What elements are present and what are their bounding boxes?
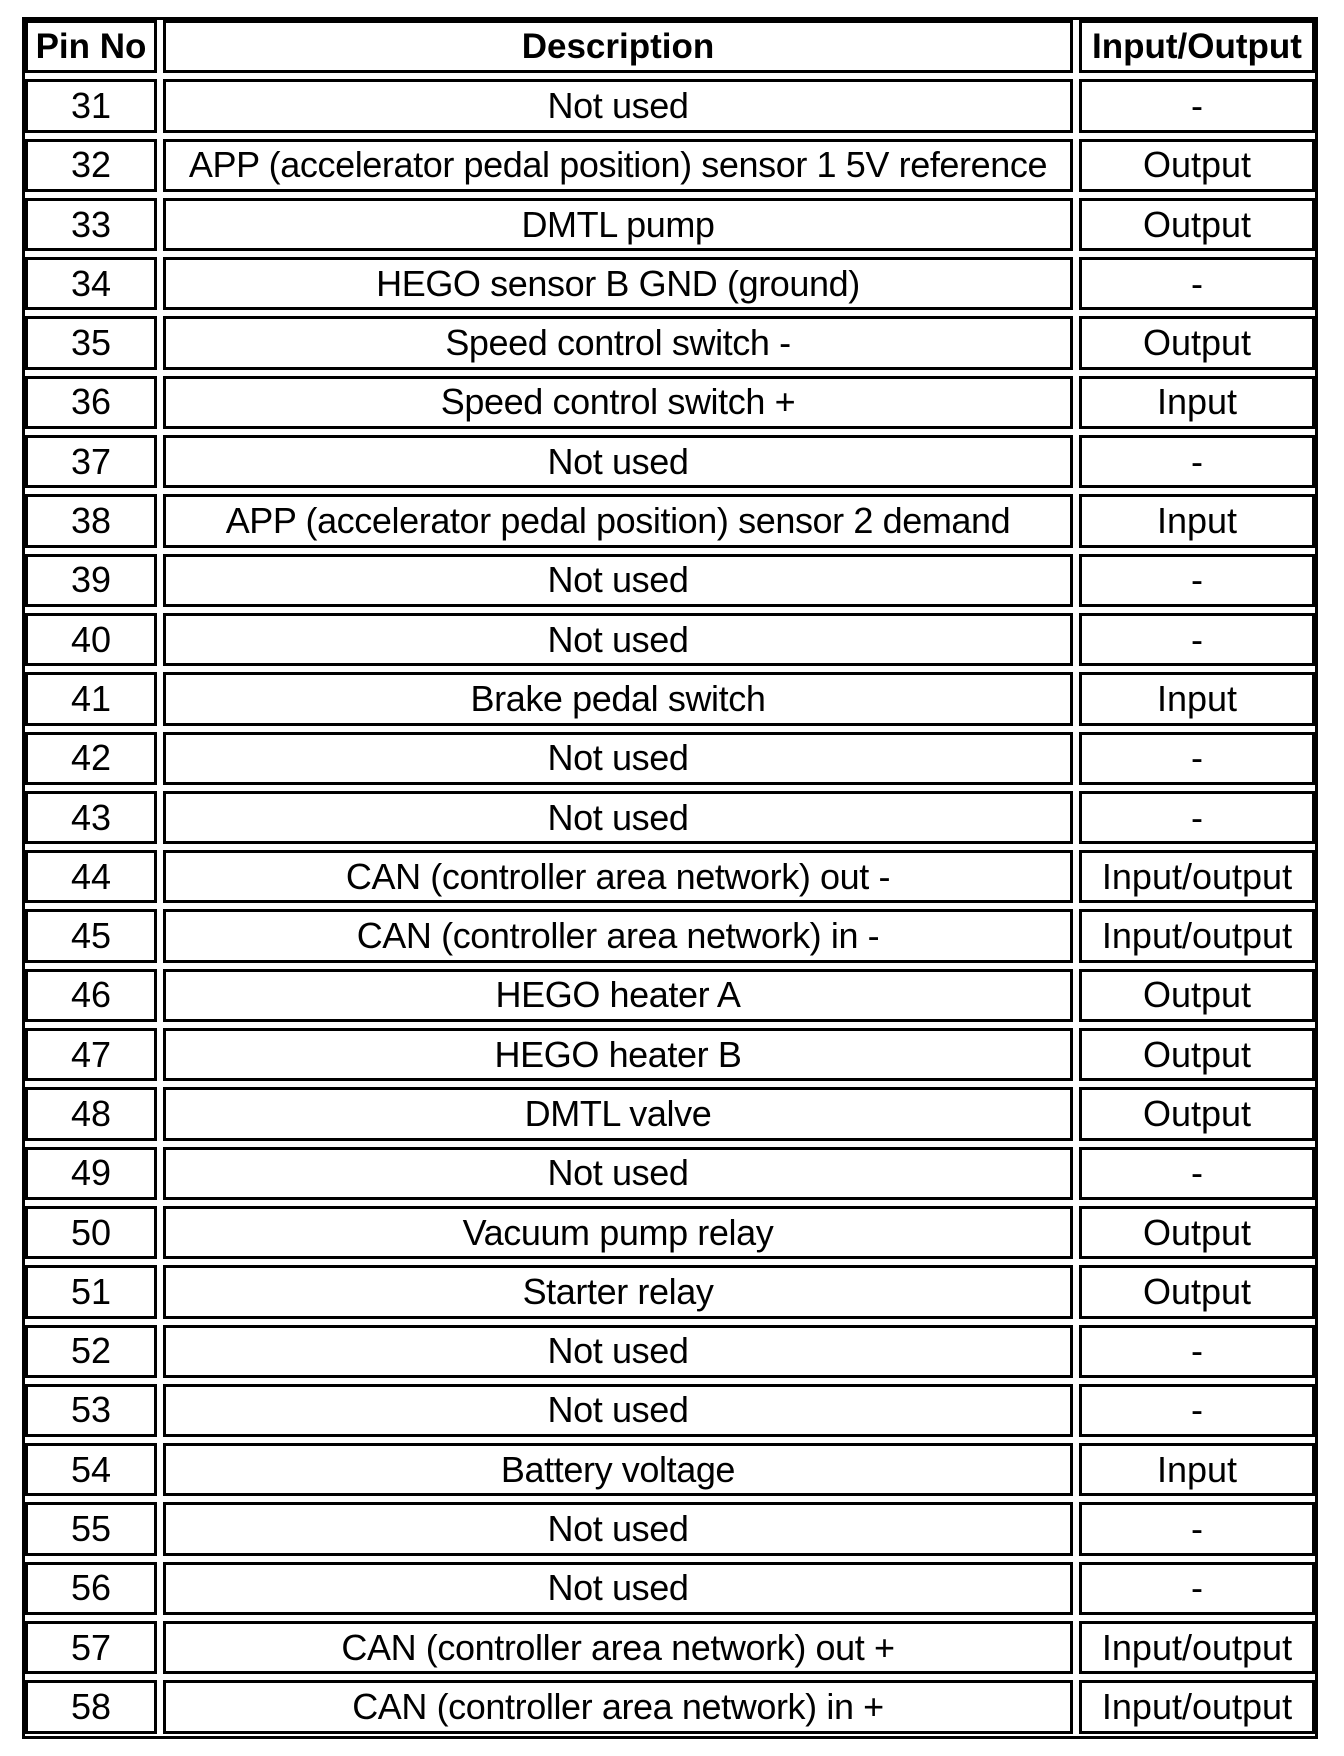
pin-no-cell: 35	[25, 316, 157, 369]
input-output-cell: Input/output	[1079, 1680, 1315, 1733]
pin-no-cell: 38	[25, 494, 157, 547]
description-cell: Not used	[163, 1502, 1073, 1555]
input-output-cell: Output	[1079, 1206, 1315, 1259]
input-output-cell: -	[1079, 1502, 1315, 1555]
input-output-cell: -	[1079, 732, 1315, 785]
description-cell: CAN (controller area network) out +	[163, 1621, 1073, 1674]
pin-no-cell: 34	[25, 257, 157, 310]
pin-no-cell: 46	[25, 969, 157, 1022]
pin-no-cell: 42	[25, 732, 157, 785]
description-cell: CAN (controller area network) in -	[163, 909, 1073, 962]
input-output-cell: Input/output	[1079, 850, 1315, 903]
input-output-cell: Input	[1079, 376, 1315, 429]
header-description: Description	[163, 20, 1073, 73]
pin-no-cell: 52	[25, 1325, 157, 1378]
input-output-cell: Output	[1079, 139, 1315, 192]
pin-no-cell: 33	[25, 198, 157, 251]
input-output-cell: Output	[1079, 1028, 1315, 1081]
description-cell: Vacuum pump relay	[163, 1206, 1073, 1259]
input-output-cell: Output	[1079, 1265, 1315, 1318]
pin-no-cell: 44	[25, 850, 157, 903]
input-output-cell: Output	[1079, 316, 1315, 369]
description-cell: Battery voltage	[163, 1443, 1073, 1496]
pin-no-cell: 37	[25, 435, 157, 488]
input-output-cell: Output	[1079, 198, 1315, 251]
input-output-cell: -	[1079, 257, 1315, 310]
description-cell: APP (accelerator pedal position) sensor 1 5V reference	[163, 139, 1073, 192]
input-output-cell: -	[1079, 613, 1315, 666]
description-cell: Not used	[163, 435, 1073, 488]
pin-no-cell: 57	[25, 1621, 157, 1674]
pin-no-cell: 55	[25, 1502, 157, 1555]
header-pin-no: Pin No	[25, 20, 157, 73]
input-output-cell: -	[1079, 554, 1315, 607]
input-output-cell: Input	[1079, 672, 1315, 725]
description-cell: Not used	[163, 791, 1073, 844]
input-output-cell: Output	[1079, 1087, 1315, 1140]
input-output-cell: Input	[1079, 494, 1315, 547]
description-cell: DMTL valve	[163, 1087, 1073, 1140]
description-cell: Brake pedal switch	[163, 672, 1073, 725]
description-cell: HEGO sensor B GND (ground)	[163, 257, 1073, 310]
description-cell: Not used	[163, 732, 1073, 785]
pin-no-cell: 56	[25, 1562, 157, 1615]
input-output-cell: Input/output	[1079, 909, 1315, 962]
description-cell: Not used	[163, 1325, 1073, 1378]
description-cell: Not used	[163, 1147, 1073, 1200]
description-cell: Not used	[163, 613, 1073, 666]
description-cell: Not used	[163, 554, 1073, 607]
pin-no-cell: 39	[25, 554, 157, 607]
pin-table	[25, 20, 1315, 1734]
pin-no-cell: 41	[25, 672, 157, 725]
description-cell: APP (accelerator pedal position) sensor 2 demand	[163, 494, 1073, 547]
description-cell: CAN (controller area network) out -	[163, 850, 1073, 903]
input-output-cell: -	[1079, 1147, 1315, 1200]
input-output-cell: Output	[1079, 969, 1315, 1022]
description-cell: HEGO heater B	[163, 1028, 1073, 1081]
description-cell: HEGO heater A	[163, 969, 1073, 1022]
pin-no-cell: 58	[25, 1680, 157, 1733]
pin-no-cell: 50	[25, 1206, 157, 1259]
input-output-cell: Input/output	[1079, 1621, 1315, 1674]
pin-no-cell: 45	[25, 909, 157, 962]
description-cell: Starter relay	[163, 1265, 1073, 1318]
pin-no-cell: 51	[25, 1265, 157, 1318]
description-cell: CAN (controller area network) in +	[163, 1680, 1073, 1733]
description-cell: DMTL pump	[163, 198, 1073, 251]
description-cell: Speed control switch -	[163, 316, 1073, 369]
input-output-cell: -	[1079, 435, 1315, 488]
input-output-cell: -	[1079, 1384, 1315, 1437]
input-output-cell: -	[1079, 1562, 1315, 1615]
pin-no-cell: 47	[25, 1028, 157, 1081]
pin-no-cell: 53	[25, 1384, 157, 1437]
pin-no-cell: 54	[25, 1443, 157, 1496]
pin-no-cell: 43	[25, 791, 157, 844]
input-output-cell: -	[1079, 79, 1315, 132]
pin-no-cell: 36	[25, 376, 157, 429]
description-cell: Not used	[163, 79, 1073, 132]
pin-no-cell: 31	[25, 79, 157, 132]
input-output-cell: Input	[1079, 1443, 1315, 1496]
description-cell: Not used	[163, 1562, 1073, 1615]
pin-no-cell: 32	[25, 139, 157, 192]
pin-no-cell: 40	[25, 613, 157, 666]
pin-no-cell: 49	[25, 1147, 157, 1200]
pin-no-cell: 48	[25, 1087, 157, 1140]
header-input-output: Input/Output	[1079, 20, 1315, 73]
description-cell: Not used	[163, 1384, 1073, 1437]
input-output-cell: -	[1079, 1325, 1315, 1378]
description-cell: Speed control switch +	[163, 376, 1073, 429]
input-output-cell: -	[1079, 791, 1315, 844]
